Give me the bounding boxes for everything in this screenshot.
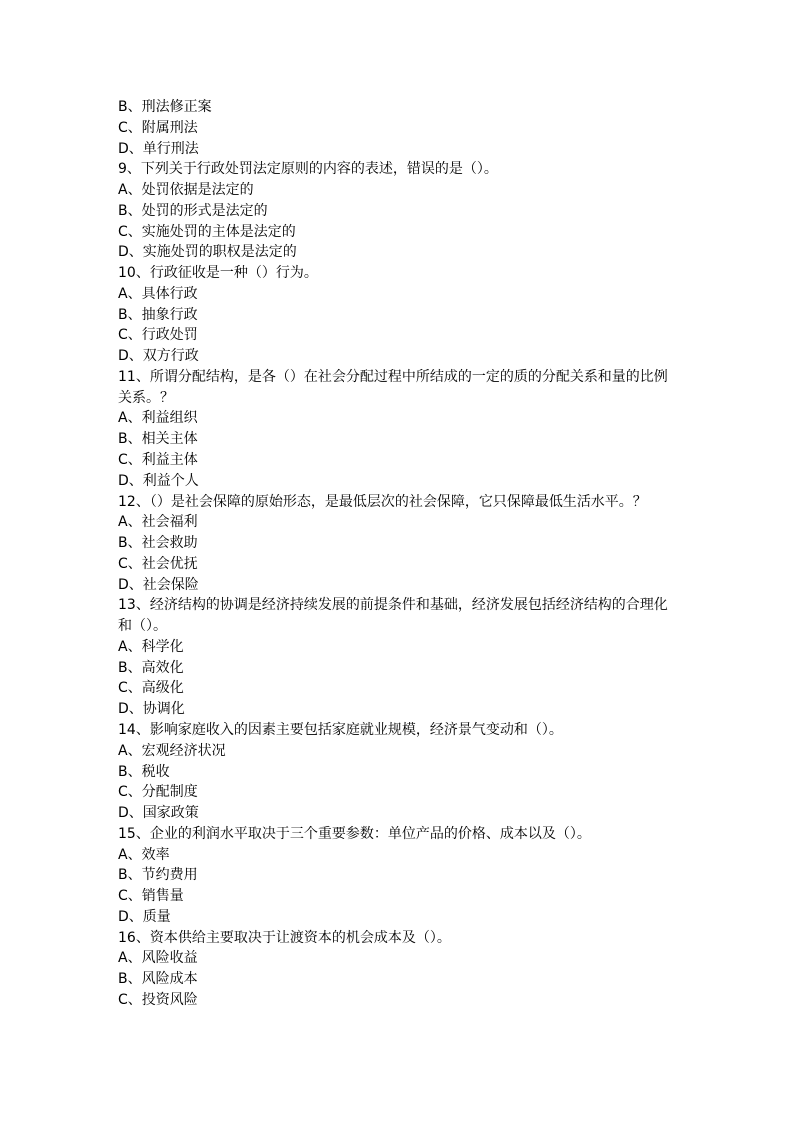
answer-option: C、高级化 bbox=[118, 680, 184, 697]
question-stem: 13、经济结构的协调是经济持续发展的前提条件和基础，经济发展包括经济结构的合理化 bbox=[118, 597, 668, 614]
answer-option: B、节约费用 bbox=[118, 867, 198, 884]
answer-option: A、社会福利 bbox=[118, 514, 198, 531]
answer-option: A、风险收益 bbox=[118, 950, 198, 967]
question-stem: 关系。？ bbox=[118, 389, 174, 406]
answer-option: D、质量 bbox=[118, 908, 171, 925]
question-stem: 16、资本供给主要取决于让渡资本的机会成本及（）。 bbox=[118, 929, 451, 946]
answer-option: B、相关主体 bbox=[118, 431, 198, 448]
answer-option: D、单行刑法 bbox=[118, 140, 199, 157]
answer-option: D、利益个人 bbox=[118, 472, 199, 489]
answer-option: C、附属刑法 bbox=[118, 119, 198, 136]
answer-option: D、协调化 bbox=[118, 701, 185, 718]
question-stem: 11、所谓分配结构，是各（）在社会分配过程中所结成的一定的质的分配关系和量的比例 bbox=[118, 368, 668, 385]
answer-option: C、利益主体 bbox=[118, 452, 198, 469]
question-stem: 9、下列关于行政处罚法定原则的内容的表述，错误的是（）。 bbox=[118, 161, 498, 178]
answer-option: C、投资风险 bbox=[118, 991, 198, 1008]
answer-option: A、宏观经济状况 bbox=[118, 742, 226, 759]
document-body bbox=[118, 97, 688, 1011]
answer-option: B、税收 bbox=[118, 763, 170, 780]
question-stem: 和（）。 bbox=[118, 618, 167, 635]
answer-option: B、处罚的形式是法定的 bbox=[118, 202, 268, 219]
answer-option: B、高效化 bbox=[118, 659, 184, 676]
answer-option: A、科学化 bbox=[118, 638, 184, 655]
answer-option: D、实施处罚的职权是法定的 bbox=[118, 244, 297, 261]
answer-option: A、利益组织 bbox=[118, 410, 198, 427]
answer-option: C、社会优抚 bbox=[118, 555, 198, 572]
answer-option: C、分配制度 bbox=[118, 784, 198, 801]
answer-option: B、刑法修正案 bbox=[118, 99, 212, 115]
answer-option: D、国家政策 bbox=[118, 805, 199, 822]
answer-option: B、社会救助 bbox=[118, 535, 198, 552]
answer-option: C、行政处罚 bbox=[118, 327, 198, 344]
answer-option: D、社会保险 bbox=[118, 576, 199, 593]
question-stem: 10、行政征收是一种（）行为。 bbox=[118, 265, 318, 282]
answer-option: B、风险成本 bbox=[118, 971, 198, 988]
answer-option: B、抽象行政 bbox=[118, 306, 198, 323]
answer-option: D、双方行政 bbox=[118, 348, 199, 365]
question-stem: 15、企业的利润水平取决于三个重要参数：单位产品的价格、成本以及（）。 bbox=[118, 825, 591, 842]
answer-option: A、效率 bbox=[118, 846, 170, 863]
answer-option: A、处罚依据是法定的 bbox=[118, 182, 254, 199]
answer-option: C、销售量 bbox=[118, 888, 184, 905]
answer-option: A、具体行政 bbox=[118, 285, 198, 302]
question-stem: 12、（）是社会保障的原始形态，是最低层次的社会保障，它只保障最低生活水平。？ bbox=[118, 493, 647, 510]
answer-option: C、实施处罚的主体是法定的 bbox=[118, 223, 296, 240]
question-stem: 14、影响家庭收入的因素主要包括家庭就业规模，经济景气变动和（）。 bbox=[118, 721, 563, 738]
